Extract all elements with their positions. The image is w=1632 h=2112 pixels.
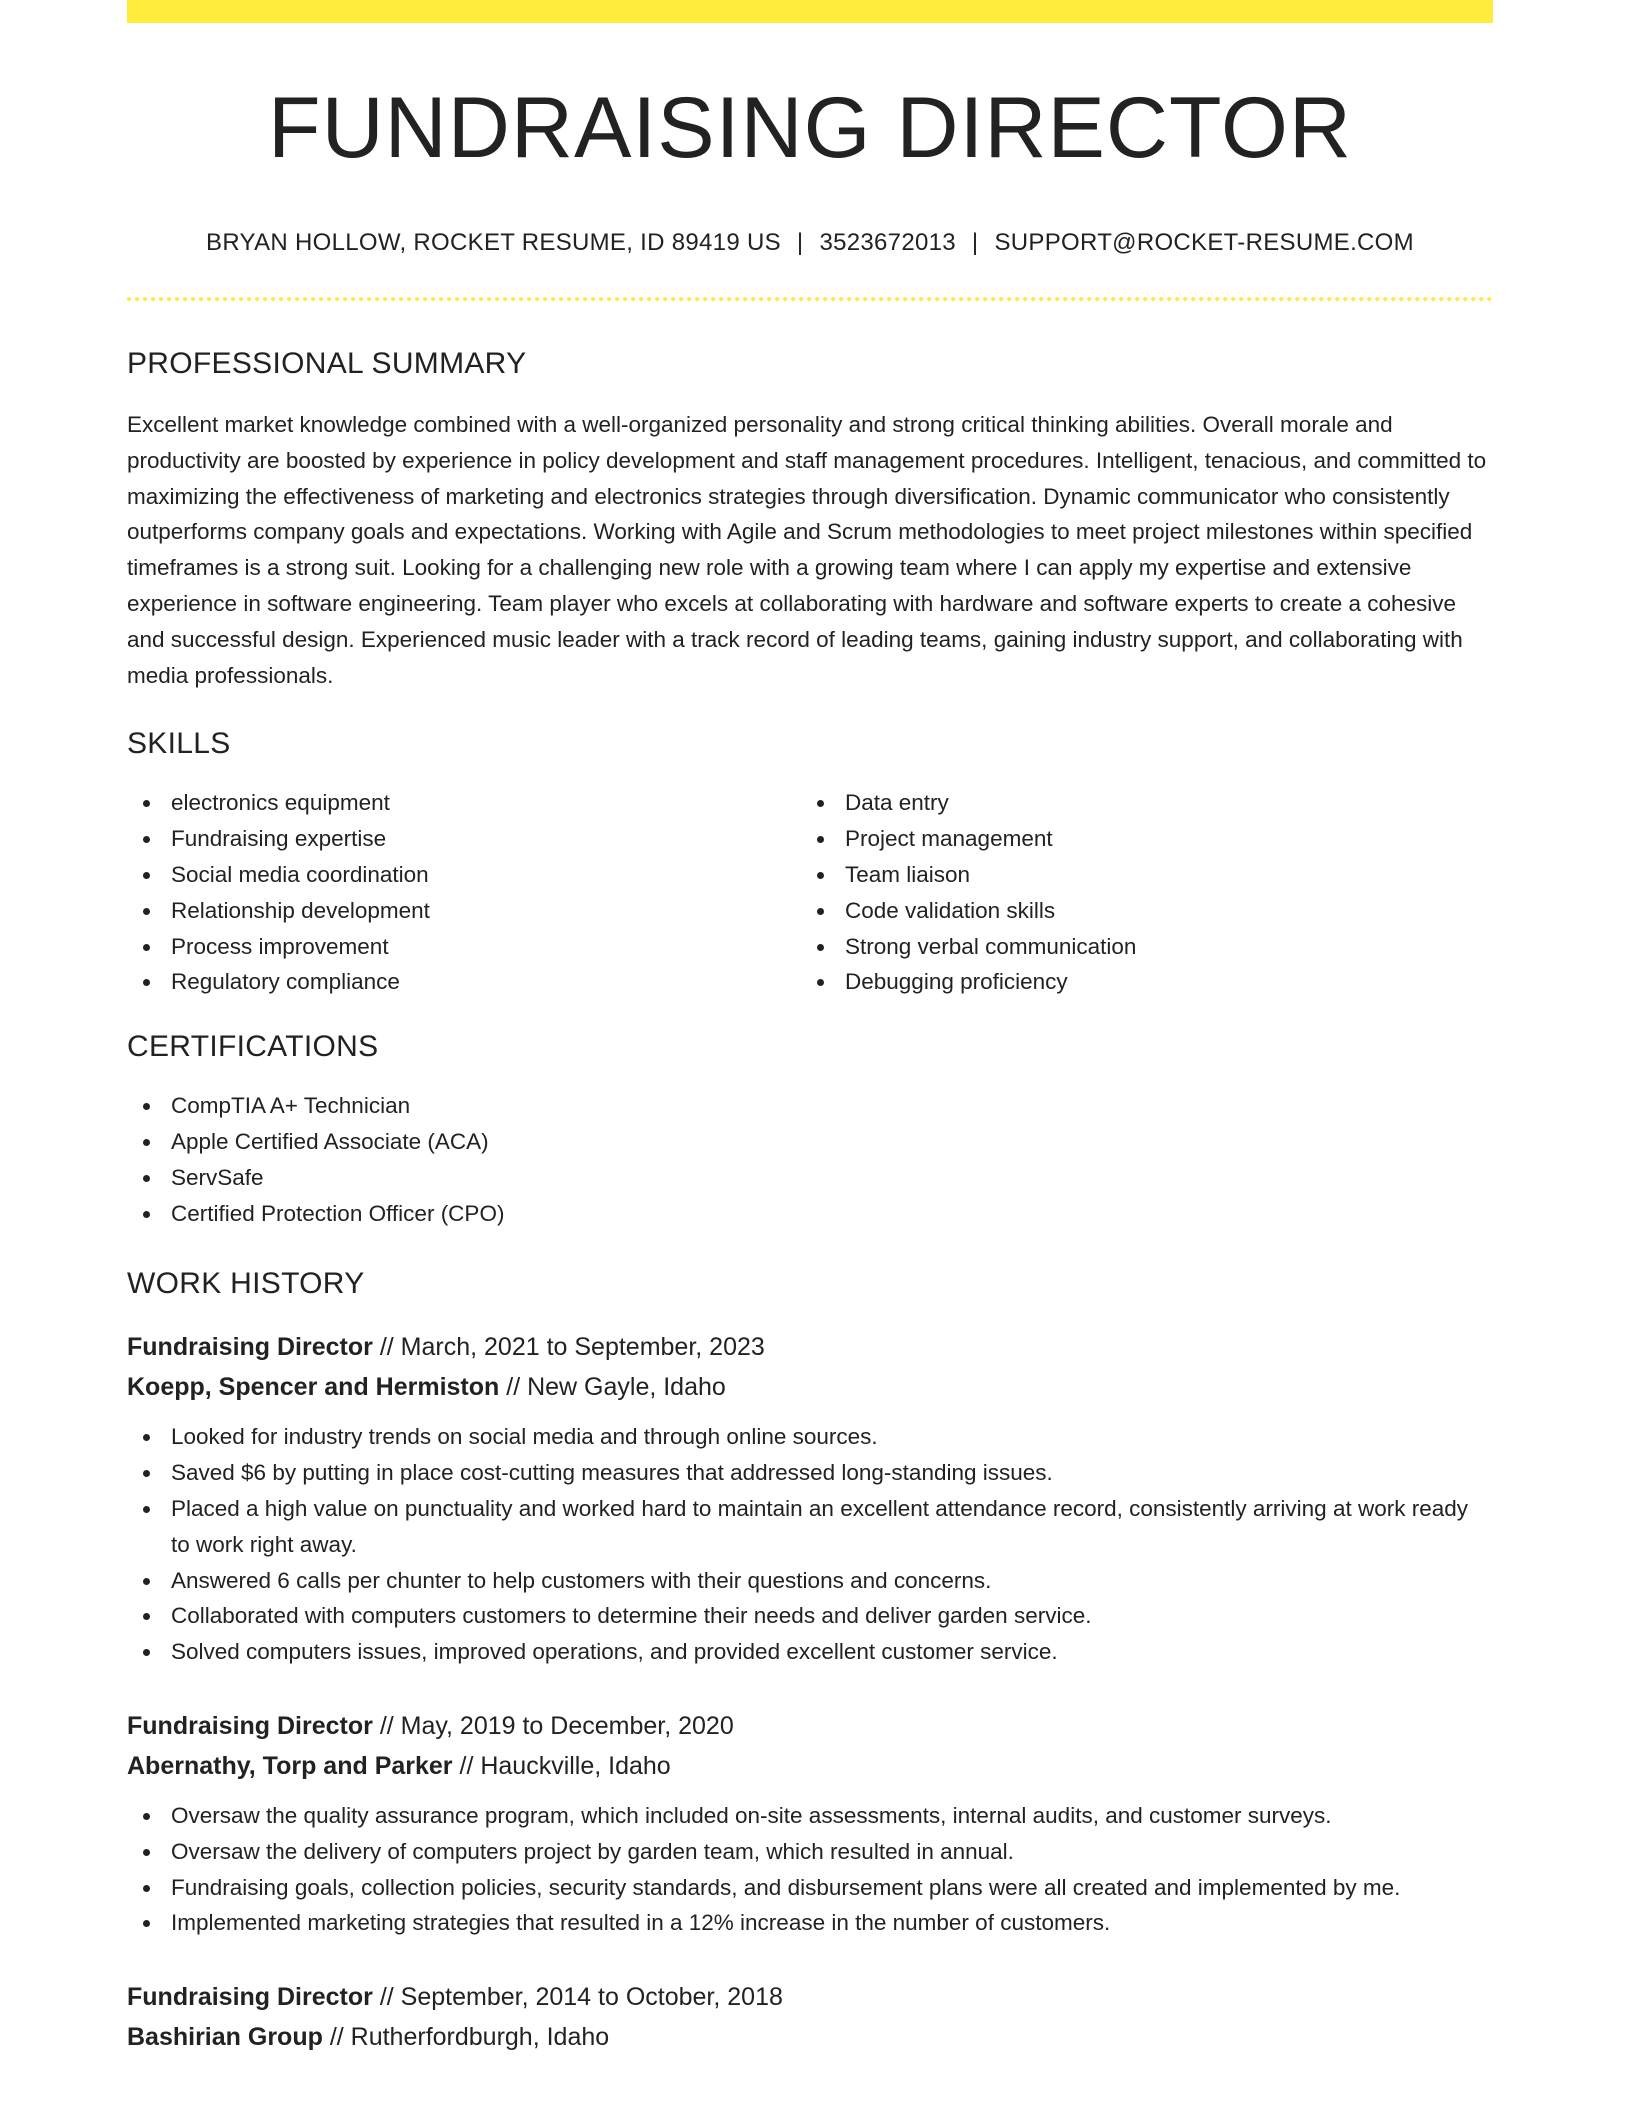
job-dates: // March, 2021 to September, 2023 xyxy=(372,1333,765,1362)
skill-item: Debugging proficiency xyxy=(801,964,1475,1000)
job-bullet: Collaborated with computers customers to determine their needs and deliver garden service. xyxy=(127,1598,1493,1634)
job-role: Fundraising Director xyxy=(127,1711,373,1740)
contact-phone: 3523672013 xyxy=(819,229,956,256)
job-location: // Hauckville, Idaho xyxy=(452,1751,671,1780)
dotted-divider xyxy=(127,297,1493,301)
certifications-list xyxy=(127,1088,1493,1231)
summary-paragraph: Excellent market knowledge combined with a well-organized personality and strong critical thinking abilities. Overall morale and productivity are boosted by experience in policy development and staff management procedures. Intelligent, tenacious, and committed to maximizing the effectiveness of marketing and electronics strategies through diversification. Dynamic communicator who consistently outperforms company goals and expectations. Working with Agile and Scrum methodologies to meet project milestones within specified timeframes is a strong suit. Looking for a challenging new role with a growing team where I can apply my expertise and extensive experience in software engineering. Team player who excels at collaborating with hardware and software experts to create a cohesive and successful design. Experienced music leader with a track record of leading teams, gaining industry support, and collaborating with media professionals. xyxy=(127,412,1487,688)
section-title-summary: PROFESSIONAL SUMMARY xyxy=(127,347,527,380)
skill-item: Relationship development xyxy=(127,893,801,929)
skills-column-right xyxy=(801,785,1475,1000)
job-bullet: Saved $6 by putting in place cost-cutting measures that addressed long-standing issues. xyxy=(127,1455,1493,1491)
job-bullet: Looked for industry trends on social media and through online sources. xyxy=(127,1419,1493,1455)
job-role: Fundraising Director xyxy=(127,1983,373,2012)
certification-item: CompTIA A+ Technician xyxy=(127,1088,1493,1124)
certification-item: Apple Certified Associate (ACA) xyxy=(127,1124,1493,1160)
skill-item: Data entry xyxy=(801,785,1475,821)
skill-item: Process improvement xyxy=(127,929,801,965)
job-entry xyxy=(127,1327,1493,1670)
job-role-line xyxy=(127,1327,1493,1367)
skill-item: Fundraising expertise xyxy=(127,821,801,857)
resume-page xyxy=(127,0,1493,2057)
job-role: Fundraising Director xyxy=(127,1333,373,1362)
job-bullets xyxy=(127,1419,1493,1670)
job-company-line xyxy=(127,2017,1493,2057)
skill-item: Project management xyxy=(801,821,1475,857)
job-company: Bashirian Group xyxy=(127,2023,323,2052)
contact-separator: | xyxy=(796,229,804,256)
job-role-line xyxy=(127,1706,1493,1746)
section-title-certifications: CERTIFICATIONS xyxy=(127,1030,379,1064)
job-company-line xyxy=(127,1367,1493,1407)
job-dates: // September, 2014 to October, 2018 xyxy=(372,1983,783,2012)
skills-grid xyxy=(127,785,1493,1000)
job-bullet: Fundraising goals, collection policies, security standards, and disbursement plans were all created and implemented by me. xyxy=(127,1870,1493,1906)
section-title-work-history: WORK HISTORY xyxy=(127,1267,365,1301)
job-bullet: Oversaw the delivery of computers project by garden team, which resulted in annual. xyxy=(127,1834,1493,1870)
skill-item: Regulatory compliance xyxy=(127,964,801,1000)
job-location: // Rutherfordburgh, Idaho xyxy=(322,2023,610,2052)
contact-separator: | xyxy=(971,229,979,256)
job-bullets xyxy=(127,1798,1493,1941)
resume-title: FUNDRAISING DIRECTOR xyxy=(268,80,1352,176)
contact-line xyxy=(127,229,1493,257)
skill-item: Strong verbal communication xyxy=(801,929,1475,965)
certification-item: Certified Protection Officer (CPO) xyxy=(127,1196,1493,1232)
skill-item: electronics equipment xyxy=(127,785,801,821)
job-bullet: Answered 6 calls per chunter to help customers with their questions and concerns. xyxy=(127,1563,1493,1599)
top-accent-bar xyxy=(127,0,1493,23)
certification-item: ServSafe xyxy=(127,1160,1493,1196)
skills-column-left xyxy=(127,785,801,1000)
job-dates: // May, 2019 to December, 2020 xyxy=(372,1711,734,1740)
job-bullet: Implemented marketing strategies that resulted in a 12% increase in the number of customers. xyxy=(127,1905,1493,1941)
job-company: Koepp, Spencer and Hermiston xyxy=(127,1373,500,1402)
job-bullet: Placed a high value on punctuality and worked hard to maintain an excellent attendance record, consistently arriving at work ready to work right away. xyxy=(127,1491,1493,1563)
skill-item: Social media coordination xyxy=(127,857,801,893)
job-location: // New Gayle, Idaho xyxy=(499,1373,726,1402)
job-entry xyxy=(127,1977,1493,2057)
job-company-line xyxy=(127,1746,1493,1786)
contact-email[interactable]: SUPPORT@ROCKET-RESUME.COM xyxy=(994,229,1414,256)
job-company: Abernathy, Torp and Parker xyxy=(127,1751,453,1780)
job-bullet: Oversaw the quality assurance program, which included on-site assessments, internal audits, and customer surveys. xyxy=(127,1798,1493,1834)
section-title-skills: SKILLS xyxy=(127,727,231,761)
job-bullet: Solved computers issues, improved operations, and provided excellent customer service. xyxy=(127,1634,1493,1670)
job-entry xyxy=(127,1706,1493,1941)
contact-address: BRYAN HOLLOW, ROCKET RESUME, ID 89419 US xyxy=(206,229,781,256)
skill-item: Team liaison xyxy=(801,857,1475,893)
skill-item: Code validation skills xyxy=(801,893,1475,929)
job-role-line xyxy=(127,1977,1493,2017)
